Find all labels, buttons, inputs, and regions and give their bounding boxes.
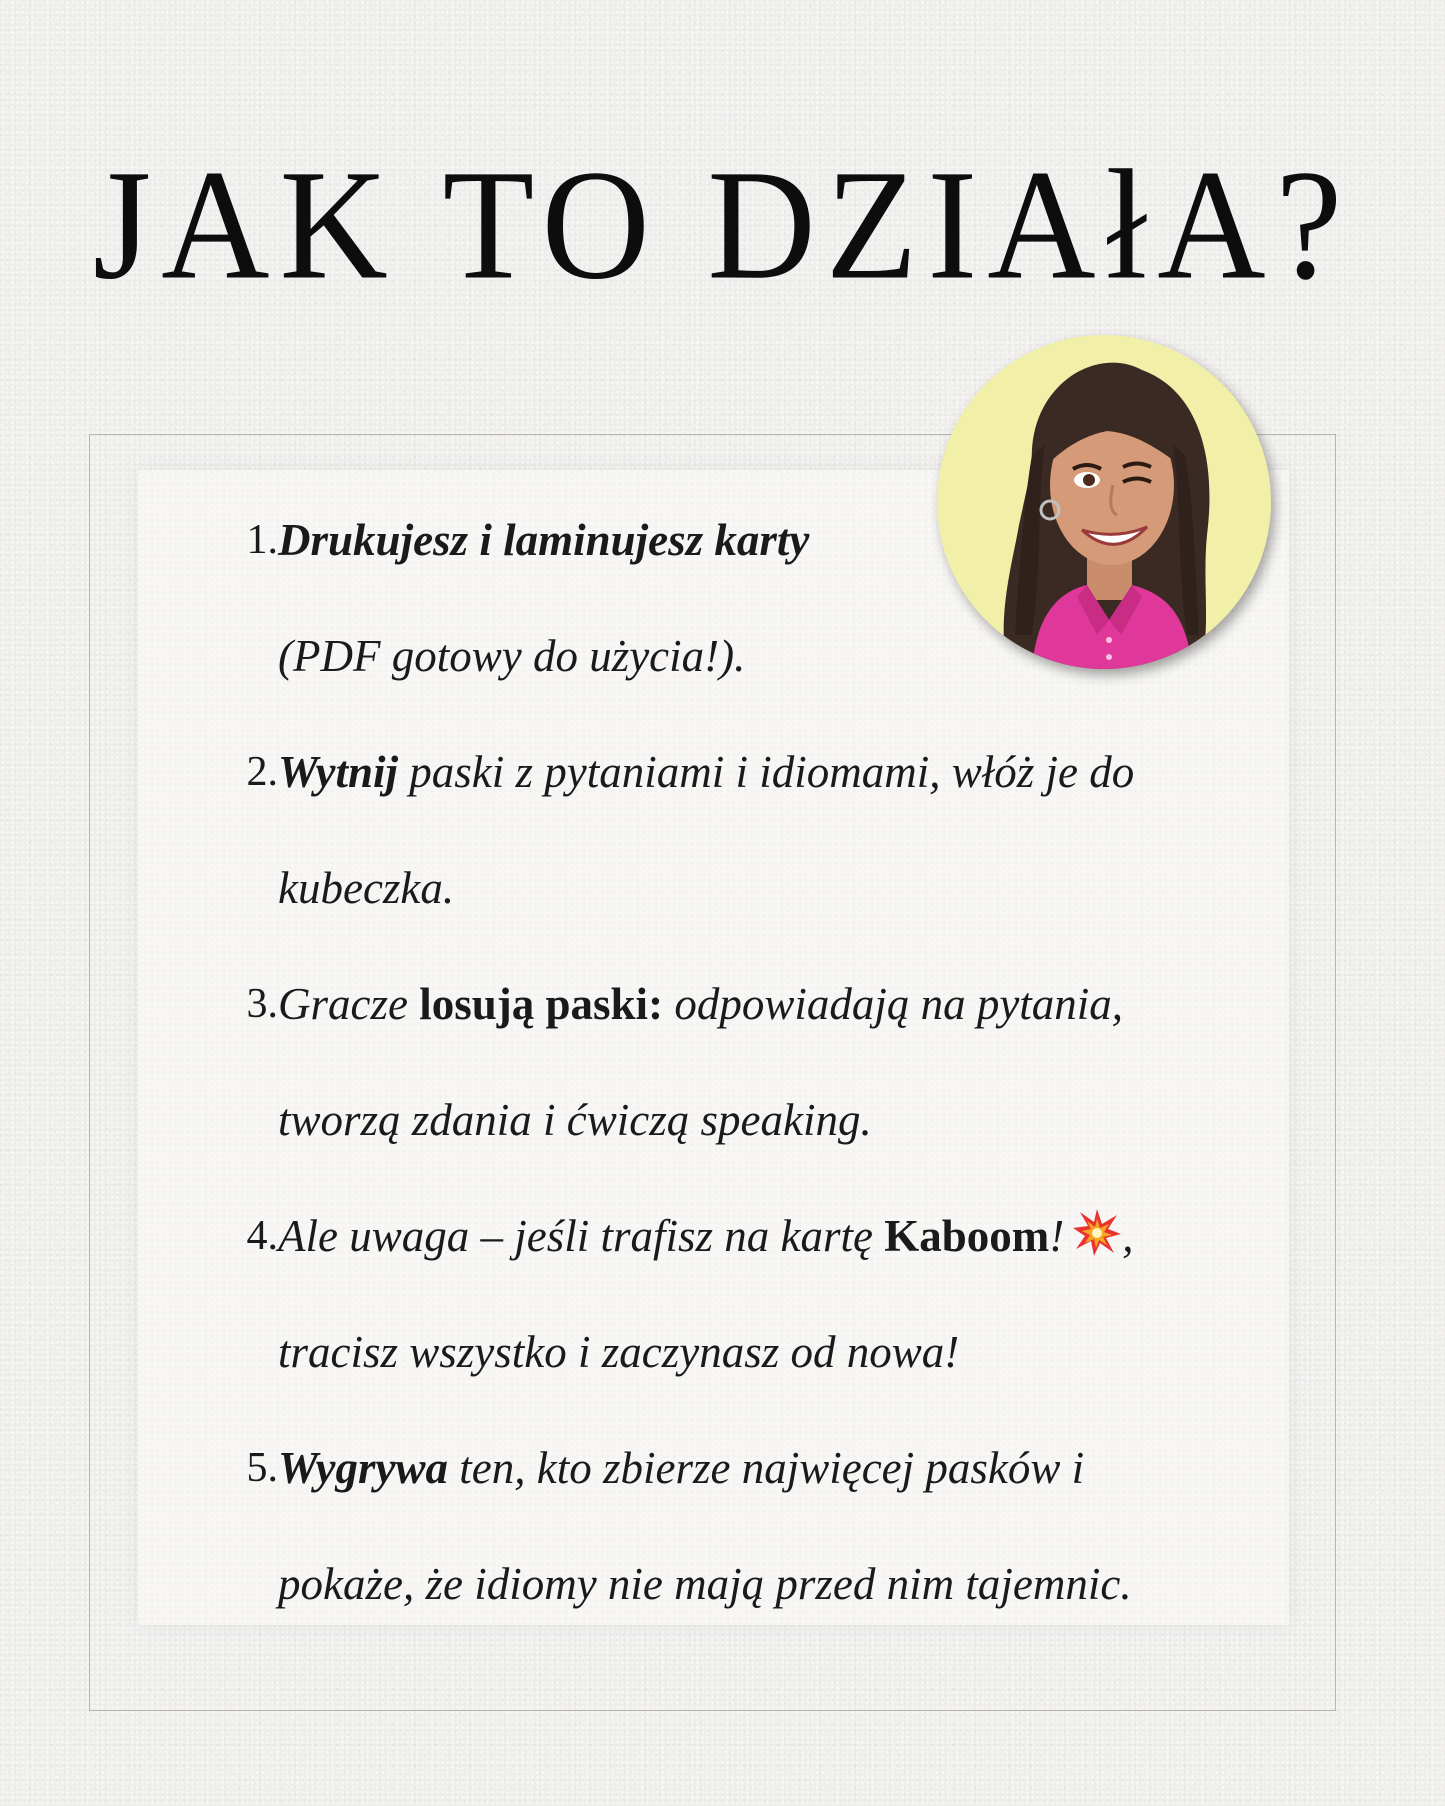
- step-bold-text: Drukujesz i laminujesz karty: [278, 515, 810, 565]
- step-number: 2.: [246, 749, 278, 795]
- step-text: !: [1049, 1211, 1065, 1261]
- page-title: JAK TO DZIAłA?: [92, 137, 1353, 313]
- step-bold-text: Wytnij: [278, 747, 399, 797]
- step-5: [238, 1410, 1258, 1642]
- step-number: 5.: [246, 1445, 278, 1491]
- step-text-pre: Ale uwaga – jeśli trafisz na kartę: [278, 1211, 885, 1261]
- step-line2: tworzą zdania i ćwiczą speaking.: [278, 1095, 872, 1145]
- step-number: 3.: [246, 981, 278, 1027]
- step-bold-text: Kaboom: [884, 1211, 1050, 1261]
- step-line2: tracisz wszystko i zaczynasz od nowa!: [278, 1327, 960, 1377]
- steps-list: [238, 482, 1258, 1642]
- step-text: ten, kto zbierze najwięcej pasków i: [448, 1443, 1085, 1493]
- step-2: [238, 714, 1258, 946]
- step-bold-text: losują paski:: [419, 979, 664, 1029]
- step-1: [238, 482, 1258, 714]
- step-number: 1.: [246, 517, 278, 563]
- step-bold-text: Wygrywa: [278, 1443, 449, 1493]
- step-line2: pokaże, że idiomy nie mają przed nim tajemnic.: [278, 1559, 1132, 1609]
- step-text: odpowiadają na pytania,: [663, 979, 1124, 1029]
- collision-icon: [1072, 1207, 1122, 1257]
- step-text: paski z pytaniami i idiomami, włóż je do: [398, 747, 1135, 797]
- step-text-pre: Gracze: [278, 979, 420, 1029]
- step-line2: kubeczka.: [278, 863, 455, 913]
- step-3: [238, 946, 1258, 1178]
- step-4: [238, 1178, 1258, 1410]
- step-text-after-icon: ,: [1122, 1211, 1134, 1261]
- step-line2: (PDF gotowy do użycia!).: [278, 631, 746, 681]
- step-number: 4.: [246, 1213, 278, 1259]
